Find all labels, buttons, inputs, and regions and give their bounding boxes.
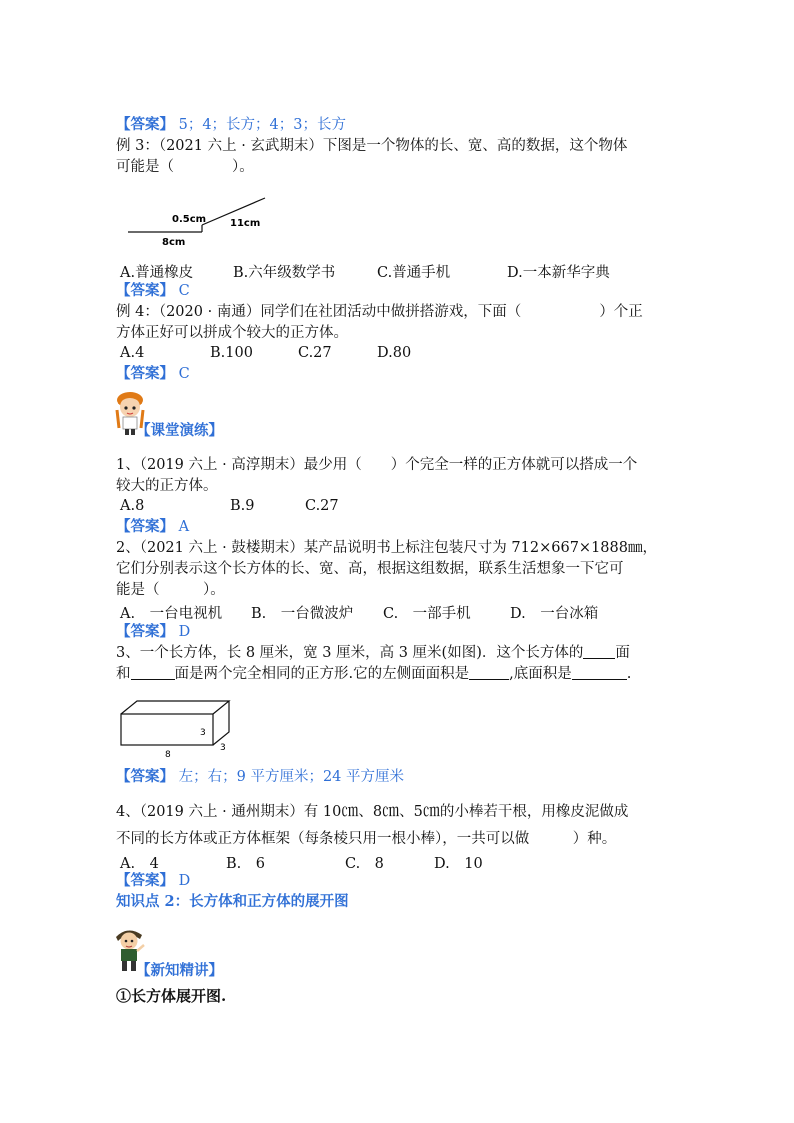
option-b: B.9 bbox=[230, 498, 255, 514]
answer-text: A bbox=[178, 519, 190, 535]
option-b: B.六年级数学书 bbox=[233, 265, 336, 281]
blank bbox=[469, 665, 509, 680]
example-3-line-1: 例 3：（2021 六上 · 玄武期末）下图是一个物体的长、宽、高的数据，这个物体 bbox=[116, 138, 628, 154]
option-c: C.27 bbox=[298, 345, 332, 361]
blank bbox=[572, 665, 627, 680]
label-width: 11cm bbox=[230, 218, 261, 229]
option-a: A.普通橡皮 bbox=[120, 265, 194, 281]
answer-text: C bbox=[178, 283, 190, 299]
section-title-new-knowledge: 【新知精讲】 bbox=[136, 962, 223, 979]
option-c: C. 8 bbox=[345, 856, 384, 872]
blank bbox=[131, 665, 175, 680]
answer-line: 【答案】 C bbox=[116, 365, 190, 382]
subsection-title: ①长方体展开图. bbox=[116, 987, 227, 1005]
answer-line: 【答案】 左；右；9 平方厘米；24 平方厘米 bbox=[116, 768, 405, 785]
option-c: C.27 bbox=[305, 498, 339, 514]
section-title-practice: 【课堂演练】 bbox=[136, 422, 223, 439]
example-4-line-1: 例 4：（2020 · 南通）同学们在社团活动中做拼搭游戏，下面（ ）个正 bbox=[116, 304, 643, 320]
label-length: 8 bbox=[165, 750, 171, 760]
question-4-line-2: 不同的长方体或正方体框架（每条棱只用一根小棒），一共可以做 ）种。 bbox=[116, 831, 617, 847]
label-width: 3 bbox=[220, 743, 226, 753]
option-a: A. 一台电视机 bbox=[120, 606, 223, 622]
option-c: C.普通手机 bbox=[377, 265, 451, 281]
example-4-line-2: 方体正好可以拼成个较大的正方体。 bbox=[116, 325, 348, 341]
option-a: A. 4 bbox=[120, 856, 159, 872]
option-a: A.8 bbox=[120, 498, 145, 514]
option-c: C. 一部手机 bbox=[383, 606, 471, 622]
option-b: B. 6 bbox=[226, 856, 265, 872]
cuboid-figure bbox=[118, 698, 248, 762]
answer-text: 左；右；9 平方厘米；24 平方厘米 bbox=[178, 769, 405, 785]
option-d: D. 一台冰箱 bbox=[510, 606, 599, 622]
answer-line bbox=[116, 116, 346, 135]
label-length: 8cm bbox=[162, 237, 186, 248]
option-d: D. 10 bbox=[434, 856, 483, 872]
option-a: A.4 bbox=[120, 345, 145, 361]
knowledge-point-title: 知识点 2：长方体和正方体的展开图 bbox=[116, 893, 349, 910]
option-b: B. 一台微波炉 bbox=[251, 606, 354, 622]
question-2-line-2: 它们分别表示这个长方体的长、宽、高，根据这组数据，联系生活想象一下它可 bbox=[116, 561, 624, 577]
answer-line: 【答案】 A bbox=[116, 518, 190, 535]
label-height: 3 bbox=[200, 728, 206, 738]
question-2-line-1: 2、（2021 六上 · 鼓楼期末）某产品说明书上标注包装尺寸为 712×667×1888㎜， bbox=[116, 540, 657, 556]
option-d: D.80 bbox=[377, 345, 412, 361]
blank bbox=[583, 644, 615, 659]
answer-text: D bbox=[178, 873, 191, 889]
question-3-line-2: 和 面是两个完全相同的正方形.它的左侧面面积是 ,底面积是 . bbox=[116, 666, 632, 682]
option-d: D.一本新华字典 bbox=[507, 265, 610, 281]
answer-text: 5；4；长方；4；3；长方 bbox=[178, 117, 347, 133]
question-2-line-3: 能是（ ）。 bbox=[116, 582, 225, 598]
dimension-figure bbox=[120, 192, 280, 250]
example-3-line-2: 可能是（ ）。 bbox=[116, 159, 254, 175]
answer-line: 【答案】 D bbox=[116, 623, 191, 640]
answer-line: 【答案】 C bbox=[116, 282, 190, 299]
label-height: 0.5cm bbox=[172, 214, 207, 225]
answer-text: D bbox=[178, 624, 191, 640]
question-1-line-2: 较大的正方体。 bbox=[116, 478, 218, 494]
option-b: B.100 bbox=[210, 345, 253, 361]
question-3-line-1: 3、一个长方体，长 8 厘米，宽 3 厘米，高 3 厘米(如图)．这个长方体的 面 bbox=[116, 645, 630, 661]
answer-mark: 【答案】 bbox=[116, 116, 174, 133]
answer-text: C bbox=[178, 366, 190, 382]
answer-line: 【答案】 D bbox=[116, 872, 191, 889]
question-4-line-1: 4、（2019 六上 · 通州期末）有 10㎝、8㎝、5㎝的小棒若干根，用橡皮泥做成 bbox=[116, 801, 629, 821]
question-1-line-1: 1、（2019 六上 · 高淳期末）最少用（ ）个完全一样的正方体就可以搭成一个 bbox=[116, 457, 638, 473]
